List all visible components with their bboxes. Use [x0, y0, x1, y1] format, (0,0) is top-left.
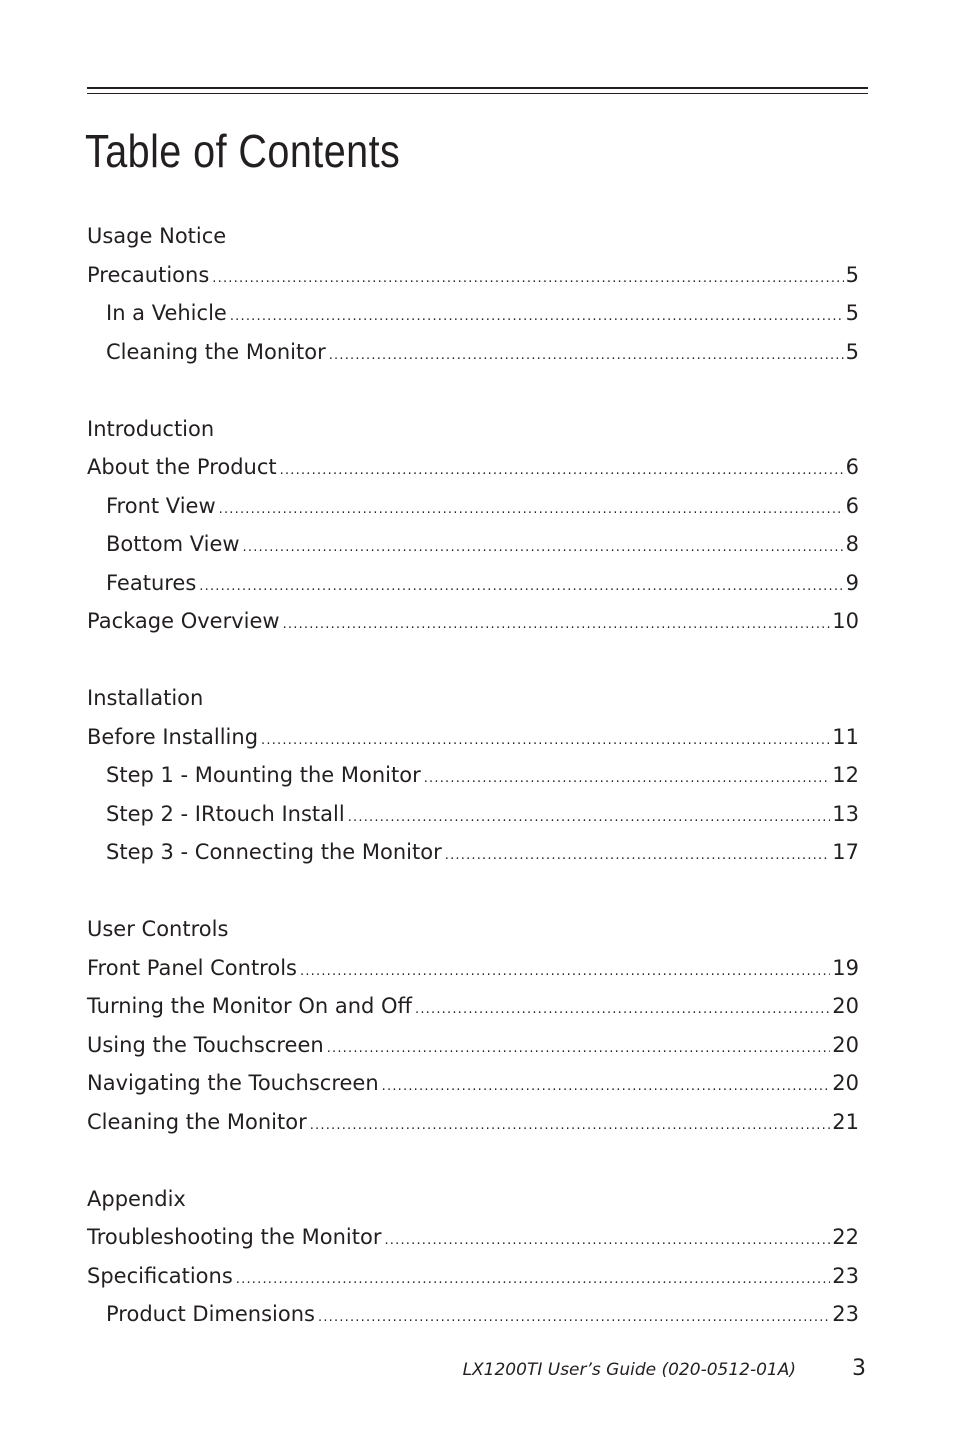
dot-leader — [415, 991, 830, 1030]
toc-section — [87, 910, 859, 1141]
toc-entry-label: Front Panel Controls — [87, 955, 297, 980]
toc-entry-page: 17 — [832, 840, 859, 864]
toc-entry-page: 6 — [845, 455, 859, 479]
toc-entry[interactable] — [87, 718, 859, 757]
toc-entry-label: Cleaning the Monitor — [87, 1109, 307, 1134]
toc-entry[interactable] — [87, 756, 859, 795]
toc-entry-page: 22 — [832, 1225, 859, 1249]
toc-entry-page: 13 — [832, 801, 859, 826]
dot-leader — [348, 799, 831, 838]
toc-entry[interactable] — [87, 525, 859, 564]
toc-section — [87, 410, 859, 641]
toc-entry[interactable] — [87, 1026, 859, 1065]
dot-leader — [384, 1222, 830, 1261]
dot-leader — [424, 760, 831, 799]
top-rule-thin — [87, 93, 868, 94]
toc-entry-page: 21 — [832, 1109, 859, 1134]
toc-entry-label: Bottom View — [106, 532, 240, 556]
dot-leader — [280, 452, 844, 491]
toc-entry-page: 5 — [845, 301, 859, 325]
page-title: Table of Contents — [85, 125, 401, 177]
toc-entry[interactable] — [87, 256, 859, 295]
toc-entry-page: 12 — [832, 763, 859, 787]
dot-leader — [236, 1261, 830, 1300]
dot-leader — [219, 491, 844, 530]
toc-entry-page: 23 — [832, 1302, 859, 1326]
toc-entry-label: Turning the Monitor On and Off — [87, 994, 413, 1018]
toc-entry-label: About the Product — [87, 455, 277, 479]
dot-leader — [329, 337, 844, 376]
toc-section — [87, 1180, 859, 1334]
toc-entry[interactable] — [87, 487, 859, 526]
toc-entry-page: 6 — [845, 493, 859, 518]
toc-entry-label: Product Dimensions — [106, 1302, 315, 1326]
dot-leader — [243, 529, 844, 568]
toc-entry[interactable] — [87, 333, 859, 372]
toc-entry-label: Step 1 - Mounting the Monitor — [106, 763, 421, 787]
toc-entry-page: 8 — [845, 532, 859, 556]
toc-entry-label: In a Vehicle — [106, 301, 227, 325]
toc-section — [87, 679, 859, 872]
toc-entry-page: 20 — [832, 1032, 859, 1057]
toc-entry-page: 11 — [832, 724, 859, 749]
toc-entry[interactable] — [87, 1064, 859, 1103]
toc-entry[interactable] — [87, 1103, 859, 1142]
toc-entry-label: Package Overview — [87, 609, 280, 633]
dot-leader — [382, 1068, 831, 1107]
toc-section-heading: Installation — [87, 686, 204, 710]
toc-entry[interactable] — [87, 564, 859, 603]
toc-entry-page: 19 — [832, 955, 859, 980]
toc-entry[interactable] — [87, 833, 859, 872]
toc-entry-label: Step 3 - Connecting the Monitor — [106, 840, 442, 864]
dot-leader — [310, 1107, 831, 1146]
top-rule-thick — [87, 87, 868, 89]
toc-section-heading: User Controls — [87, 917, 229, 941]
toc-section-heading: Usage Notice — [87, 224, 227, 248]
toc-section-heading: Introduction — [87, 416, 215, 441]
toc-entry-page: 23 — [832, 1263, 859, 1288]
toc-entry[interactable] — [87, 987, 859, 1026]
toc-entry-page: 20 — [832, 994, 859, 1018]
toc-entry-label: Cleaning the Monitor — [106, 339, 326, 364]
dot-leader — [318, 1299, 830, 1338]
dot-leader — [283, 606, 831, 645]
toc-entry-page: 5 — [845, 262, 859, 287]
toc-section — [87, 217, 859, 371]
toc-entry-label: Navigating the Touchscreen — [87, 1071, 379, 1095]
toc-entry-page: 5 — [845, 339, 859, 364]
toc-entry[interactable] — [87, 448, 859, 487]
page-footer — [0, 1356, 954, 1386]
toc-section-heading: Appendix — [87, 1186, 186, 1211]
page-number: 3 — [852, 1356, 866, 1381]
toc-entry-label: Front View — [106, 493, 216, 518]
toc-entry-page: 9 — [845, 570, 859, 595]
toc-entry[interactable] — [87, 1257, 859, 1296]
dot-leader — [445, 837, 831, 876]
table-of-contents — [87, 217, 859, 1372]
dot-leader — [300, 953, 830, 992]
toc-entry-label: Precautions — [87, 262, 210, 287]
toc-entry[interactable] — [87, 1295, 859, 1334]
footer-guide-title: LX1200TI User’s Guide (020-0512-01A) — [462, 1360, 796, 1380]
toc-entry[interactable] — [87, 602, 859, 641]
toc-entry-label: Features — [106, 570, 197, 595]
toc-entry-label: Before Installing — [87, 724, 259, 749]
toc-entry[interactable] — [87, 949, 859, 988]
dot-leader — [212, 260, 843, 299]
toc-entry[interactable] — [87, 1218, 859, 1257]
toc-entry-label: Specifications — [87, 1263, 233, 1288]
toc-entry[interactable] — [87, 294, 859, 333]
toc-entry-page: 20 — [832, 1071, 859, 1095]
toc-entry-label: Step 2 - IRtouch Install — [106, 801, 345, 826]
dot-leader — [230, 298, 844, 337]
dot-leader — [199, 568, 843, 607]
toc-entry[interactable] — [87, 795, 859, 834]
toc-entry-label: Using the Touchscreen — [87, 1032, 324, 1057]
dot-leader — [261, 722, 830, 761]
dot-leader — [327, 1030, 831, 1069]
toc-entry-label: Troubleshooting the Monitor — [87, 1225, 382, 1249]
toc-entry-page: 10 — [832, 609, 859, 633]
